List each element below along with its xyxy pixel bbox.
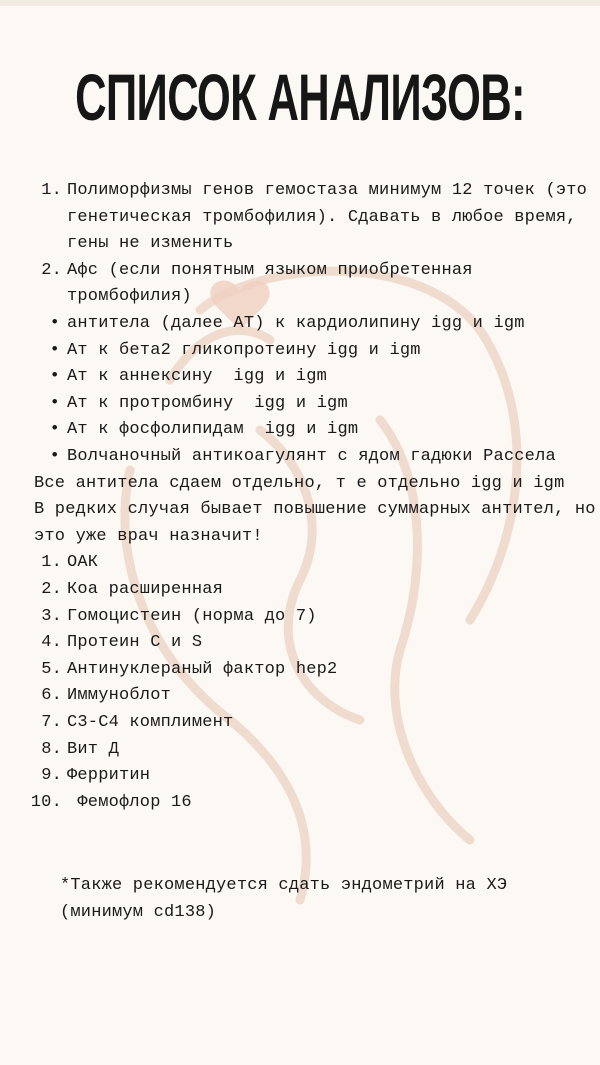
list-item-text: генетическая тромбофилия). Сдавать в любое время,: [67, 207, 577, 227]
page-title: СПИСОК АНАЛИЗОВ:: [75, 60, 525, 134]
test-item: Ферритин: [67, 766, 151, 786]
bullet-icon: •: [49, 314, 60, 333]
bullet-item: Волчаночный антикоагулянт с ядом гадюки Рассела: [67, 447, 556, 466]
bullet-item: Ат к аннексину igg и igm: [67, 367, 328, 387]
bullet-item: Ат к бета2 гликопротеину igg и igm: [67, 340, 421, 360]
list-item-text: гены не изменить: [67, 234, 234, 254]
list-number: 4.: [41, 633, 62, 653]
note-line: (минимум cd138): [60, 902, 217, 922]
list-number: 10.: [30, 792, 62, 812]
list-number: 8.: [41, 739, 62, 759]
list-number: 2.: [41, 260, 62, 280]
note-line: *Также рекомендуется сдать эндометрий на ХЭ: [60, 876, 508, 895]
recommendation-note: [60, 873, 507, 926]
bullet-item: Ат к фосфолипидам igg и igm: [67, 420, 359, 440]
test-item: Вит Д: [67, 739, 120, 759]
bullet-icon: •: [49, 340, 60, 360]
list-item-text: тромбофилия): [67, 287, 192, 307]
bullet-icon: •: [49, 393, 60, 413]
paragraph-line: это уже врач назначит!: [34, 526, 263, 546]
bullet-item: антитела (далее АТ) к кардиолипину igg и igm: [67, 314, 525, 333]
paragraph-line: В редких случая бывает повышение суммарных антител, но: [34, 500, 596, 520]
bullet-item: Ат к протромбину igg и igm: [67, 393, 348, 413]
test-item: Иммуноблот: [67, 686, 172, 706]
list-number: 7.: [41, 713, 62, 732]
list-number: 3.: [41, 606, 62, 626]
bullet-icon: •: [49, 420, 60, 440]
test-item: Антинуклераный фактор hep2: [67, 659, 338, 679]
list-number: 6.: [41, 686, 62, 706]
list-number: 5.: [41, 659, 62, 679]
list-number: 9.: [41, 766, 62, 786]
test-item: Протеин С и S: [67, 633, 203, 653]
test-item: Гомоцистеин (норма до 7): [67, 606, 317, 626]
list-item-text: Афс (если понятным языком приобретенная: [67, 260, 473, 280]
test-item: Фемофлор 16: [67, 792, 192, 812]
list-number: 1.: [41, 181, 62, 200]
test-item: С3-С4 комплимент: [67, 713, 234, 732]
paragraph-line: Все антитела сдаем отдельно, т е отдельно igg и igm: [34, 473, 565, 493]
bullet-icon: •: [49, 367, 60, 387]
test-item: ОАК: [67, 553, 99, 573]
test-item: Коа расширенная: [67, 580, 224, 599]
list-number: 1.: [41, 553, 62, 573]
list-item-text: Полиморфизмы генов гемостаза минимум 12 точек (это: [67, 181, 588, 200]
bullet-icon: •: [49, 447, 60, 466]
list-number: 2.: [41, 580, 62, 599]
